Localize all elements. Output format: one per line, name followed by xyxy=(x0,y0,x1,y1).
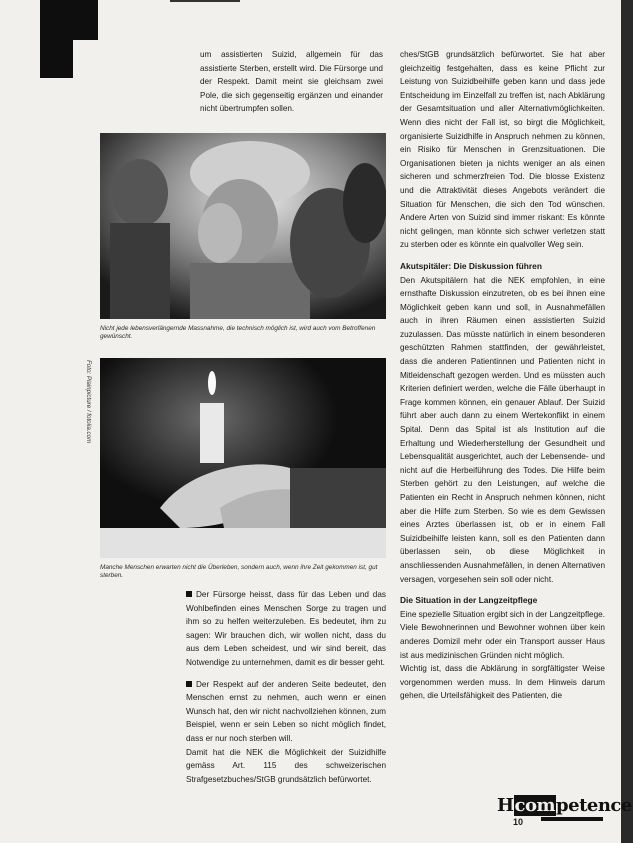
paragraph: Den Akutspitälern hat die NEK empfohlen, in eine ernsthafte Diskussion einzutreten, ob es bei ihnen eine Möglichkeit geben kann und soll, in Ausnahmefällen auch in ihren Räumen einen assistierten Suizid zuzulassen. Das müsste natürlich in einem besonderen geschützten Rahmen stattfinden, der gewährleistet, dass die anderen Patientinnen und Patienten nicht in Mitleidenschaft gezogen werden. Und es müssten auch Kriterien definiert werden, welche die Fälle überhaupt in Frage kommen können, ein genauer Ablauf. Der Suizid führt aber auch dann zu einem Wertekonflikt in einem Spital. Denn das Spital ist als Institution auf die Erhaltung und Wiederherstellung der Gesundheit und Lebensqualität ausgerichtet, auch der Lebensende- und nicht auf die Herbeiführung des Todes. Die Hilfe beim Sterben gehört zu den Leistungen, auf welche die Patienten ein Recht in Anspruch nehmen können, nicht aber die Hilfe zum Sterben. So wie es dem Gewissen eines Arztes überlassen ist, ob er in einem Fall Suizidbeihilfe leisten kann, soll es den Patienten dann überlassen sein, ob diese Möglichkeit in anschliessenden Ausnahmefällen, in denen Alternativen versagen, vorgesehen sein soll oder nicht. xyxy=(400,275,605,584)
bullet-paragraph: Der Fürsorge heisst, dass für das Leben und das Wohlbefinden eines Menschen Sorge zu tragen und ihm so zu helfen weiterzuleben. Es bedeutet, ihm zu sagen: Wir brauchen dich, wir wollen nicht, dass du aus dem Leben scheidest, und wir sind bereit, das Notwendige zu unternehmen, damit es dir besser geht. xyxy=(186,590,386,667)
photo1-caption: Nicht jede lebensverlängernde Massnahme, die technisch möglich ist, wird auch vom Betroffenen gewünscht. xyxy=(100,325,376,341)
page-edge-bar xyxy=(621,0,633,843)
photo2-caption: Manche Menschen erwarten nicht die Überleben, sondern auch, wenn ihre Zeit gekommen ist, gut sterben. xyxy=(100,564,378,580)
paragraph: um assistierten Suizid, allgemein für das assistierte Sterben, erstellt wird. Die Fürsorge und der Respekt. Damit meint sie gleichsam zwei Pole, die sich gegenseitig ergänzen und einander nicht übertrumpfen sollen. xyxy=(200,50,383,114)
right-column xyxy=(400,48,605,703)
section-heading: Akutspitäler: Die Diskussion führen xyxy=(400,260,542,271)
paragraph: Wichtig ist, dass die Abklärung in sorgfältigster Weise vorgenommen werden muss. In dem Hinweis darum gehen, die Urteilsfähigkeit des Patienten, die xyxy=(400,664,605,701)
left-column-bottom xyxy=(186,588,386,786)
page-number: 10 xyxy=(513,817,524,827)
photo-credit: Foto: Plainpicture / fotolia.com xyxy=(85,360,92,444)
photo-candle-and-hands xyxy=(100,358,386,558)
competence-logo: Hcompetence 10 xyxy=(497,795,632,827)
top-rule xyxy=(170,0,240,2)
paragraph: Eine spezielle Situation ergibt sich in der Langzeitpflege. Viele Bewohnerinnen und Bewohner wohnen über kein anderes Domizil mehr oder ein Transport ausser Haus ist aus medizinischen Gründen nicht möglich. xyxy=(400,609,605,660)
section-heading: Die Situation in der Langzeitpflege xyxy=(400,595,538,606)
paragraph: Damit hat die NEK die Möglichkeit der Suizidhilfe gemäss Art. 115 des schweizerischen Strafgesetzbuches/StGB grundsätzlich befürwortet. xyxy=(186,747,386,784)
bullet-paragraph: Der Respekt auf der anderen Seite bedeutet, den Menschen ernst zu nehmen, auch wenn er einen Wunsch hat, den wir nicht nachvollziehen können, zum Beispiel, wenn er sein Leben so nicht möglich findet, dass er nur noch sterben will. xyxy=(186,679,386,743)
photo-patient-in-hospital xyxy=(100,133,386,319)
corner-crop-mark xyxy=(0,0,98,78)
paragraph: ches/StGB grundsätzlich befürwortet. Sie hat aber gleichzeitig festgehalten, dass es keine Pflicht zur Leistung von Suizidbeihilfe geben kann und dass jede Entscheidung im Einzelfall zu treffen ist, nach Abklärung der Gesamtsituation und aller Alternativmöglichkeiten. Wenn dies nicht der Fall ist, so birgt die Möglichkeit, organisierte Suizidhilfe in Anspruch nehmen zu können, ein Risiko für Menschen in Grenzsituationen. Die Organisationen bieten ja nichts weniger an als einen sicheren und schmerzfreien Tod. Die blosse Existenz und die Attraktivität dieses Angebots verändert die Situation für Menschen, die sich den Tod wünschen. Andere Arten von Suizid sind immer riskant: Es könnte nicht gelingen, man könnte sich schwer verletzen statt zu sterben oder es könnte ein qualvoller Weg sein. xyxy=(400,50,605,250)
left-column-top xyxy=(200,48,383,116)
bullet-square-icon xyxy=(186,681,192,687)
bullet-square-icon xyxy=(186,591,192,597)
